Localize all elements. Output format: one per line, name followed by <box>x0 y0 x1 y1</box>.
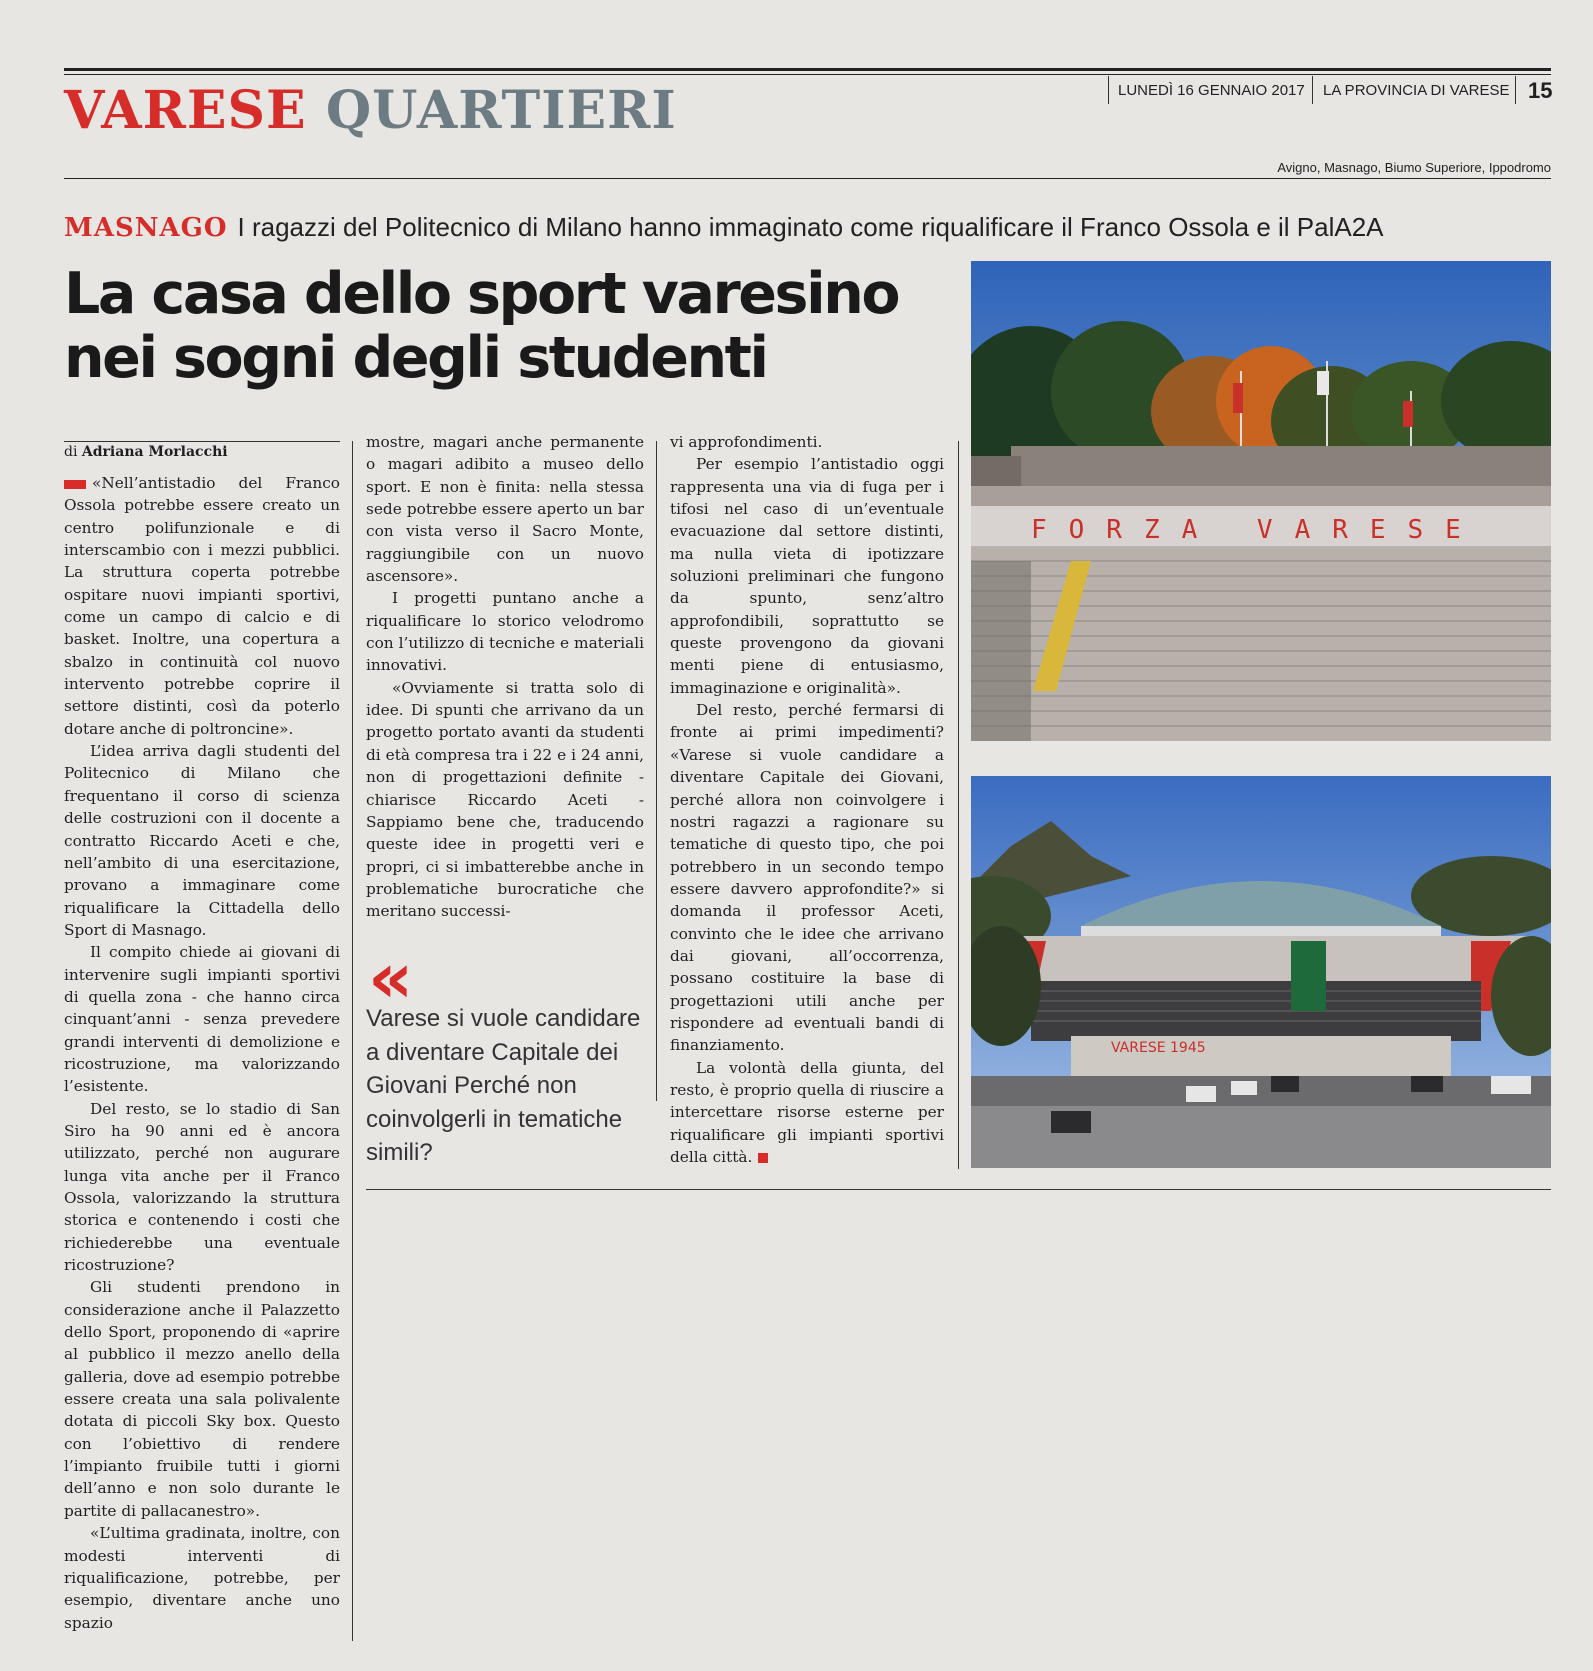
pullquote: Varese si vuole candidare a diventare Capitale dei Giovani Perché non coinvolgerli in tematiche simili? <box>366 1005 641 1166</box>
header-separator <box>1312 76 1313 104</box>
kicker-location: MASNAGO <box>64 213 228 243</box>
paragraph: Del resto, se lo stadio di San Siro ha 90 anni ed è ancora utilizzato, perché non augurare lunga vita anche per il Franco Ossola, valorizzando la struttura storica e contenendo i costi che richiederebbe una eventuale ricostruzione? <box>64 1099 340 1275</box>
arena-sign-text: VARESE 1945 <box>1111 1040 1206 1056</box>
issue-date: LUNEDÌ 16 GENNAIO 2017 <box>1118 82 1305 99</box>
headline-line-2: nei sogni degli studenti <box>64 325 767 391</box>
paragraph: «Ovviamente si tratta solo di idee. Di spunti che arrivano da un progetto portato avanti da studenti di età compresa tra i 22 e i 24 anni, non di progettazioni definite - chiarisce Riccardo Aceti - Sappiamo bene che, traducendo queste idee in progetti veri e propri, ci si imbatterebbe anche in problematiche burocratiche che meritano successi- <box>366 678 644 921</box>
paragraph-text: «Nell’antistadio del Franco Ossola potrebbe essere creato un centro polifunzionale e di interscambio con i mezzi pubblici. La struttura coperta potrebbe ospitare nuovi impianti sportivi, come un campo di calcio e di basket. Inoltre, una copertura a sbalzo in continuità col nuovo intervento potrebbe coprire il settore distinti, così da poterlo dotare anche di poltroncine». <box>64 474 340 738</box>
column-rule <box>352 441 353 1641</box>
article-column-3 <box>670 431 944 1168</box>
header-top-rule-thin <box>64 74 1551 75</box>
paragraph: I progetti puntano anche a riqualificare lo storico velodromo con l’utilizzo di tecniche e materiali innovativi. <box>366 589 644 675</box>
kicker-summary: I ragazzi del Politecnico di Milano hanno immaginato come riqualificare il Franco Ossola e il PalA2A <box>237 212 1384 242</box>
article-kicker <box>64 212 1384 243</box>
section-masthead <box>64 80 677 142</box>
header-separator <box>1108 76 1109 104</box>
paragraph: Per esempio l’antistadio oggi rappresenta una via di fuga per i tifosi nel caso di un’eventuale evacuazione dal settore distinti, ma nulla vieta di ipotizzare soluzioni preliminari che fungono da spunto, senz’altro approfondibili, soprattutto se queste provengono da giovani menti piene di entusiasmo, immaginazione e originalità». <box>670 455 944 697</box>
article-column-1 <box>64 472 340 1634</box>
stadium-banner-text: FORZA VARESE <box>1031 515 1483 545</box>
paragraph: Del resto, perché fermarsi di fronte ai primi impedimenti? «Varese si vuole candidare a diventare Capitale dei Giovani, perché allora non coinvolgere i nostri ragazzi a ragionare su tematiche di questo tipo, che poi potrebbero in un secondo tempo essere davvero approfondite?» si domanda il professor Aceti, convinto che le idee che arrivano dai giovani, all’occorrenza, possano costituire la base di progettazioni utili anche per rispondere ad eventuali bandi di finanziamento. <box>670 701 944 1055</box>
page-number: 15 <box>1528 78 1553 103</box>
paragraph <box>670 1057 944 1169</box>
column-rule <box>656 441 657 1101</box>
paragraph: Gli studenti prendono in considerazione anche il Palazzetto dello Sport, proponendo di «aprire al pubblico il mezzo anello della galleria, dove ad esempio potrebbe essere creata una sala polivalente dotata di piccoli Sky box. Questo con l’obiettivo di rendere l’impianto fruibile tutti i giorni dell’anno e non solo durante le partite di pallacanestro». <box>64 1278 340 1520</box>
byline-prefix: di <box>64 444 78 460</box>
header-separator <box>1515 76 1516 104</box>
byline-author: Adriana Morlacchi <box>81 444 228 460</box>
paragraph: vi approfondimenti. <box>670 433 823 451</box>
paragraph: mostre, magari anche permanente o magari adibito a museo dello sport. E non è finita: nella stessa sede potrebbe essere aperto un bar con vista verso il Sacro Monte, raggiungibile con un nuovo ascensore». <box>366 433 644 586</box>
paragraph-text: La volontà della giunta, del resto, è proprio quella di riuscire a intercettare risorse esterne per riqualificare gli impianti sportivi della città. <box>670 1058 944 1166</box>
article-bottom-rule <box>366 1189 1551 1190</box>
headline-line-1: La casa dello sport varesino <box>64 261 899 327</box>
neighborhood-list: Avigno, Masnago, Biumo Superiore, Ippodromo <box>1277 160 1551 175</box>
article-start-marker <box>64 480 86 489</box>
article-headline <box>64 262 964 390</box>
section-name-gray: QUARTIERI <box>325 80 677 141</box>
column-rule <box>958 441 959 1169</box>
byline <box>64 441 340 460</box>
stadium-photo <box>971 261 1551 741</box>
newspaper-name: LA PROVINCIA DI VARESE <box>1323 82 1510 99</box>
paragraph: «L’ultima gradinata, inoltre, con modesti interventi di riqualificazione, potrebbe, per esempio, diventare anche uno spazio <box>64 1524 340 1632</box>
arena-photo <box>971 776 1551 1168</box>
paragraph: L’idea arriva dagli studenti del Politecnico di Milano che frequentano il corso di scienza delle costruzioni con il docente a contratto Riccardo Aceti e che, nell’ambito di una esercitazione, provano a immaginare come riqualificare la Cittadella dello Sport di Masnago. <box>64 742 340 939</box>
article-column-2 <box>366 431 644 923</box>
header-bottom-rule <box>64 178 1551 179</box>
article-end-marker <box>758 1153 768 1163</box>
header-top-rule <box>64 68 1551 71</box>
paragraph <box>64 472 340 740</box>
paragraph: Il compito chiede ai giovani di intervenire sugli impianti sportivi di quella zona - che hanno circa cinquant’anni - senza prevedere grandi interventi di demolizione e ricostruzione, ma valorizzando l’esistente. <box>64 943 340 1096</box>
section-name-red: VARESE <box>64 80 307 141</box>
pullquote-mark: « <box>368 937 414 1019</box>
